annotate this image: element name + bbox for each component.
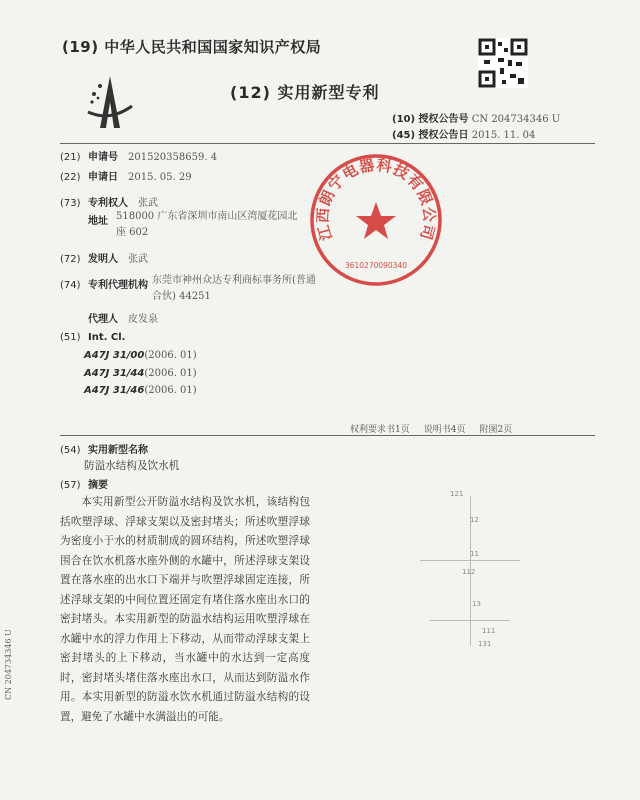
agency-label: (74) 专利代理机构	[60, 280, 148, 291]
office-name: (19) 中华人民共和国国家知识产权局	[62, 38, 322, 56]
company-seal	[306, 150, 446, 290]
abstract-label: (57) 摘要	[60, 480, 108, 491]
figure-label: 112	[462, 568, 476, 576]
application-number: (21) 申请号 201520358659. 4	[60, 152, 218, 163]
svg-text:3610270090340: 3610270090340	[344, 261, 408, 270]
abstract-text: 本实用新型公开防溢水结构及饮水机，该结构包括吹塑浮球、浮球支架以及密封堵头；所述吹塑浮球为密度小于水的材质制成的圆环结构，所述吹塑浮球围合在饮水机落水座外侧的水罐中，所述浮球支架设置在落水座的出水口下端并与吹塑浮球固定连接，所述浮球支架的中间位置还固定有堵住落水座出水口的密封堵头。本实用新型的防溢水结构运用吹塑浮球在水罐中水的浮力作用上下移动，从而带动浮球支架上密封堵头的上下移动，当水罐中的水达到一定高度时，密封堵头堵住落水座出水口，从而达到防溢水作用。本实用新型的防溢水饮水机通过防溢水结构的设置，避免了水罐中水满溢出的可能。	[60, 496, 310, 723]
figure-label: 121	[450, 490, 464, 498]
figure-label: 12	[470, 516, 479, 524]
ipc-item: A47J 31/46(2006. 01)	[84, 385, 197, 396]
ipc-item: A47J 31/00(2006. 01)	[84, 350, 197, 361]
ipc-item: A47J 31/44(2006. 01)	[84, 368, 197, 379]
page-counts: 权利要求书1页 说明书4页 附图2页	[350, 425, 513, 435]
patentee: (73) 专利权人 张武	[60, 198, 158, 209]
figure-line	[430, 620, 510, 621]
publication-number: (10) 授权公告号 CN 204734346 U	[392, 114, 561, 125]
address-value: 518000 广东省深圳市南山区湾厦花园北座 602	[116, 211, 298, 238]
application-date: (22) 申请日 2015. 05. 29	[60, 172, 192, 183]
qr-code-icon	[478, 38, 528, 88]
figure-label: 11	[470, 550, 479, 558]
figure-label: 131	[478, 640, 492, 648]
document-type: (12) 实用新型专利	[230, 83, 380, 102]
agent: 代理人 皮发泉	[88, 314, 158, 325]
utility-model-title-label: (54) 实用新型名称	[60, 445, 148, 456]
ipc-heading: (51) Int. Cl.	[60, 332, 126, 343]
figure-line	[420, 560, 520, 561]
utility-model-title: 防溢水结构及饮水机	[84, 460, 180, 472]
figure-label: 13	[472, 600, 481, 608]
figure-label: 111	[482, 627, 496, 635]
agency-value: 东莞市神州众达专利商标事务所(普通合伙) 44251	[152, 275, 316, 302]
header-divider	[60, 143, 595, 144]
inventor: (72) 发明人 张武	[60, 254, 148, 265]
cnipa-logo-icon	[80, 72, 140, 132]
address-label: 地址	[88, 216, 108, 227]
side-publication-number: CN 204734346 U	[4, 629, 13, 700]
svg-text:江西朗宁电器科技有限公司: 江西朗宁电器科技有限公司	[313, 155, 439, 243]
publication-date: (45) 授权公告日 2015. 11. 04	[392, 130, 536, 141]
section-divider	[60, 435, 595, 436]
